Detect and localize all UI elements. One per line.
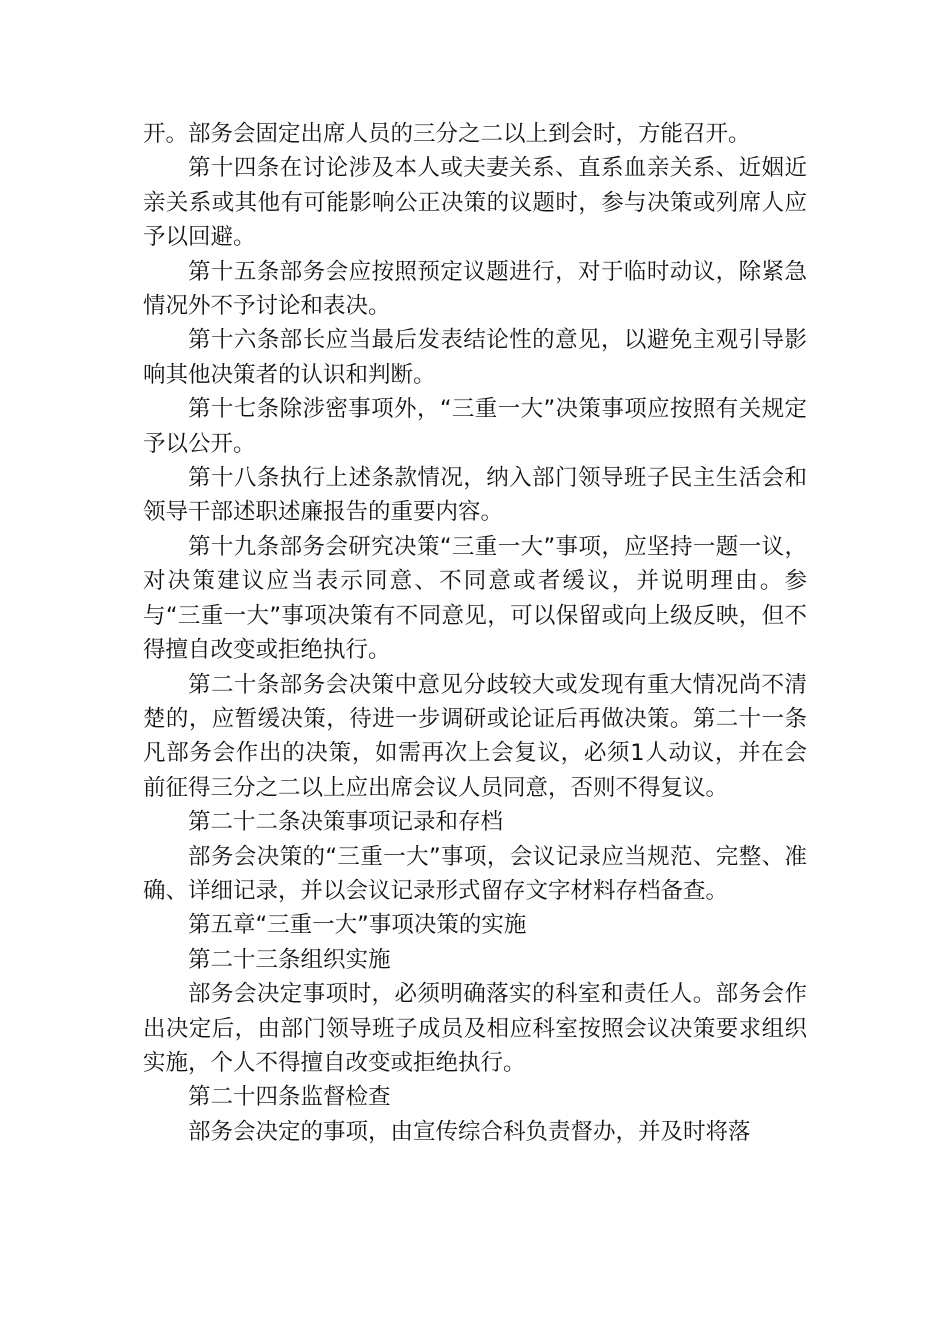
article-18-paragraph: 第十八条执行上述条款情况，纳入部门领导班子民主生活会和领导干部述职述廉报告的重要内容。 — [143, 465, 807, 526]
paragraph-continuation: 开。部务会固定出席人员的三分之二以上到会时，方能召开。 — [143, 121, 751, 147]
article-14-paragraph: 第十四条在讨论涉及本人或夫妻关系、直系血亲关系、近姻近亲关系或其他有可能影响公正决策的议题时，参与决策或列席人应予以回避。 — [143, 155, 807, 251]
article-23-paragraph: 部务会决定事项时，必须明确落实的科室和责任人。部务会作出决定后，由部门领导班子成员及相应科室按照会议决策要求组织实施，个人不得擅自改变或拒绝执行。 — [143, 981, 807, 1076]
article-15-paragraph: 第十五条部务会应按照预定议题进行，对于临时动议，除紧急情况外不予讨论和表决。 — [143, 258, 807, 320]
article-22-paragraph: 部务会决策的“三重一大”事项，会议记录应当规范、完整、准确、详细记录，并以会议记录形式留存文字材料存档备查。 — [143, 843, 807, 904]
article-16-paragraph: 第十六条部长应当最后发表结论性的意见，以避免主观引导影响其他决策者的认识和判断。 — [143, 327, 807, 388]
article-24-heading: 第二十四条监督检查 — [188, 1084, 391, 1111]
document-page — [143, 117, 807, 1149]
article-23-heading: 第二十三条组织实施 — [188, 946, 391, 973]
chapter-5-heading: 第五章“三重一大”事项决策的实施 — [188, 912, 527, 939]
article-20-21-paragraph: 第二十条部务会决策中意见分歧较大或发现有重大情况尚不清楚的，应暂缓决策，待进一步调研或论证后再做决策。第二十一条凡部务会作出的决策，如需再次上会复议，必须1人动议，并在会前征得三分之二以上应出席会议人员同意，否则不得复议。 — [143, 671, 807, 801]
article-19-paragraph: 第十九条部务会研究决策“三重一大”事项，应坚持一题一议，对决策建议应当表示同意、不同意或者缓议，并说明理由。参与“三重一大”事项决策有不同意见，可以保留或向上级反映，但不得擅自改变或拒绝执行。 — [143, 533, 807, 664]
article-17-paragraph: 第十七条除涉密事项外，“三重一大”决策事项应按照有关规定予以公开。 — [143, 396, 807, 457]
article-22-heading: 第二十二条决策事项记录和存档 — [188, 809, 504, 836]
article-24-paragraph: 部务会决定的事项，由宣传综合科负责督办，并及时将落 — [188, 1118, 751, 1145]
